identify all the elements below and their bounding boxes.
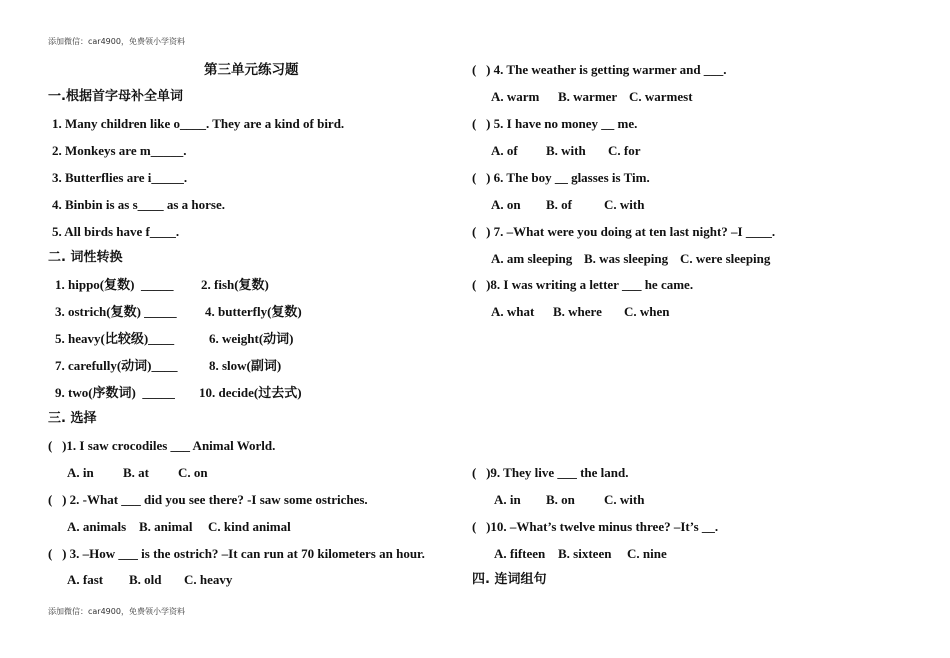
option: B. sixteen [558, 546, 612, 561]
page-title: 第三单元练习题 [204, 62, 299, 78]
option: B. at [123, 465, 149, 480]
footer-note: 添加微信：car4900，免费领小学资料 [48, 607, 185, 616]
question: ( ) 2. -What ___ did you see there? -I saw some ostriches. [48, 492, 368, 507]
option: B. old [129, 572, 162, 587]
option: C. were sleeping [680, 251, 771, 266]
option: C. with [604, 197, 645, 212]
section2-heading: 二. 词性转换 [48, 250, 123, 265]
header-note: 添加微信：car4900，免费领小学资料 [48, 37, 185, 46]
question: ( )10. –What’s twelve minus three? –It’s __. [472, 519, 719, 534]
option: B. on [546, 492, 575, 507]
option: C. on [178, 465, 208, 480]
option: A. am sleeping [491, 251, 573, 266]
option: C. for [608, 143, 641, 158]
question: ( ) 7. –What were you doing at ten last night? –I ____. [472, 224, 776, 239]
option: C. with [604, 492, 645, 507]
word-form-right: 6. weight(动词) [209, 331, 294, 346]
option: A. warm [491, 89, 540, 104]
word-form-left: 5. heavy(比较级)____ [55, 331, 175, 346]
word-form-right: 8. slow(副词) [209, 358, 282, 373]
option: C. warmest [629, 89, 693, 104]
section4-heading: 四. 连词组句 [472, 572, 547, 587]
option: C. heavy [184, 572, 233, 587]
word-form-left: 7. carefully(动词)____ [55, 358, 178, 373]
word-form-right: 10. decide(过去式) [199, 385, 302, 400]
word-form-left: 3. ostrich(复数) _____ [55, 304, 177, 319]
question: ( ) 5. I have no money __ me. [472, 116, 638, 131]
word-form-left: 1. hippo(复数) _____ [55, 277, 174, 292]
option: A. on [491, 197, 521, 212]
option: C. when [624, 304, 670, 319]
option: A. in [494, 492, 521, 507]
option: B. of [546, 197, 572, 212]
section1-item: 2. Monkeys are m_____. [52, 143, 187, 158]
option: B. was sleeping [584, 251, 669, 266]
option: A. fifteen [494, 546, 546, 561]
section1-item: 5. All birds have f____. [52, 224, 180, 239]
question: ( ) 6. The boy __ glasses is Tim. [472, 170, 650, 185]
word-form-left: 9. two(序数词) _____ [55, 385, 175, 400]
section3-heading: 三. 选择 [48, 411, 97, 426]
option: A. in [67, 465, 94, 480]
section1-heading: 一.根据首字母补全单词 [48, 89, 183, 104]
section1-item: 1. Many children like o____. They are a kind of bird. [52, 116, 345, 131]
question: ( )8. I was writing a letter ___ he came. [472, 277, 694, 292]
option: B. with [546, 143, 586, 158]
question: ( ) 4. The weather is getting warmer and ___. [472, 62, 727, 77]
question: ( ) 3. –How ___ is the ostrich? –It can run at 70 kilometers an hour. [48, 546, 425, 561]
option: A. fast [67, 572, 104, 587]
section1-item: 4. Binbin is as s____ as a horse. [52, 197, 226, 212]
option: C. nine [627, 546, 667, 561]
option: A. what [491, 304, 535, 319]
option: B. animal [139, 519, 193, 534]
option: B. warmer [558, 89, 618, 104]
option: B. where [553, 304, 602, 319]
word-form-right: 2. fish(复数) [201, 277, 269, 292]
option: A. animals [67, 519, 127, 534]
option: A. of [491, 143, 518, 158]
question: ( )9. They live ___ the land. [472, 465, 629, 480]
option: C. kind animal [208, 519, 291, 534]
section1-item: 3. Butterflies are i_____. [52, 170, 188, 185]
word-form-right: 4. butterfly(复数) [205, 304, 302, 319]
question: ( )1. I saw crocodiles ___ Animal World. [48, 438, 276, 453]
